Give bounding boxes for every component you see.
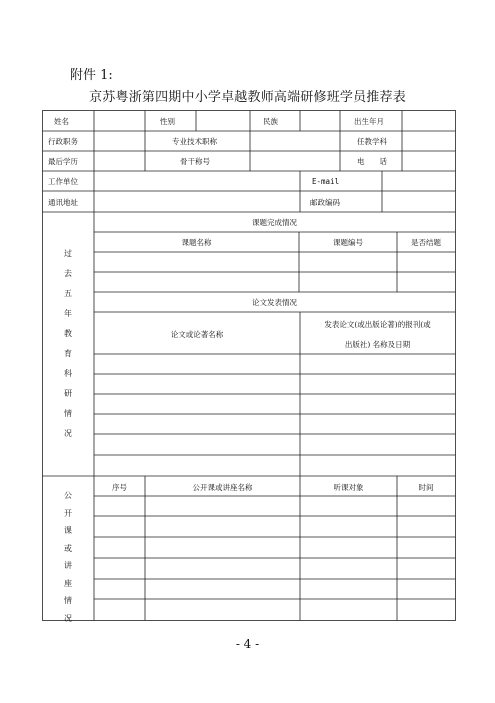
serial-header: 序号	[112, 483, 127, 492]
paper-title-header: 论文或论著名称	[170, 330, 224, 339]
form-border	[43, 111, 456, 621]
workplace-label: 工作单位	[48, 177, 78, 186]
time-header: 时间	[418, 483, 434, 492]
annex-label: 附件 1:	[70, 68, 113, 83]
subject-label: 任教学科	[357, 137, 387, 146]
project-number-header: 课题编号	[333, 238, 363, 247]
concluded-header: 是否结题	[411, 238, 441, 247]
papers-heading: 论文发表情况	[252, 298, 297, 307]
tech-title-label: 专业技术职称	[172, 137, 217, 146]
education-label: 最后学历	[48, 157, 78, 166]
email-label: E-mail	[312, 177, 340, 186]
address-label: 通讯地址	[48, 198, 78, 207]
publication-header-line2: 出版社) 名称及日期	[344, 340, 411, 349]
page-number: - 4 -	[235, 637, 260, 651]
gender-label: 性别	[160, 117, 175, 126]
backbone-title-label: 骨干称号	[180, 157, 210, 166]
publication-header-line1: 发表论文(或出版论著)的报刊(或	[324, 320, 431, 329]
project-name-header: 课题名称	[181, 238, 212, 247]
name-label: 姓名	[54, 117, 69, 126]
phone-label: 电 话	[357, 157, 387, 166]
projects-heading: 课题完成情况	[252, 218, 297, 227]
postcode-label: 邮政编码	[310, 198, 340, 207]
lecture-name-header: 公开课或讲座名称	[192, 483, 253, 492]
form-title: 京苏粤浙第四期中小学卓越教师高端研修班学员推荐表	[89, 90, 406, 105]
audience-header: 听课对象	[333, 483, 364, 492]
birth-label: 出生年月	[354, 117, 384, 126]
position-label: 行政职务	[48, 137, 78, 146]
ethnicity-label: 民族	[263, 117, 278, 126]
research-side-label: 过 去 五 年 教 育 科 研 情 况	[64, 249, 72, 438]
lectures-side-label: 公 开 课 或 讲 座 情 况	[64, 491, 72, 623]
